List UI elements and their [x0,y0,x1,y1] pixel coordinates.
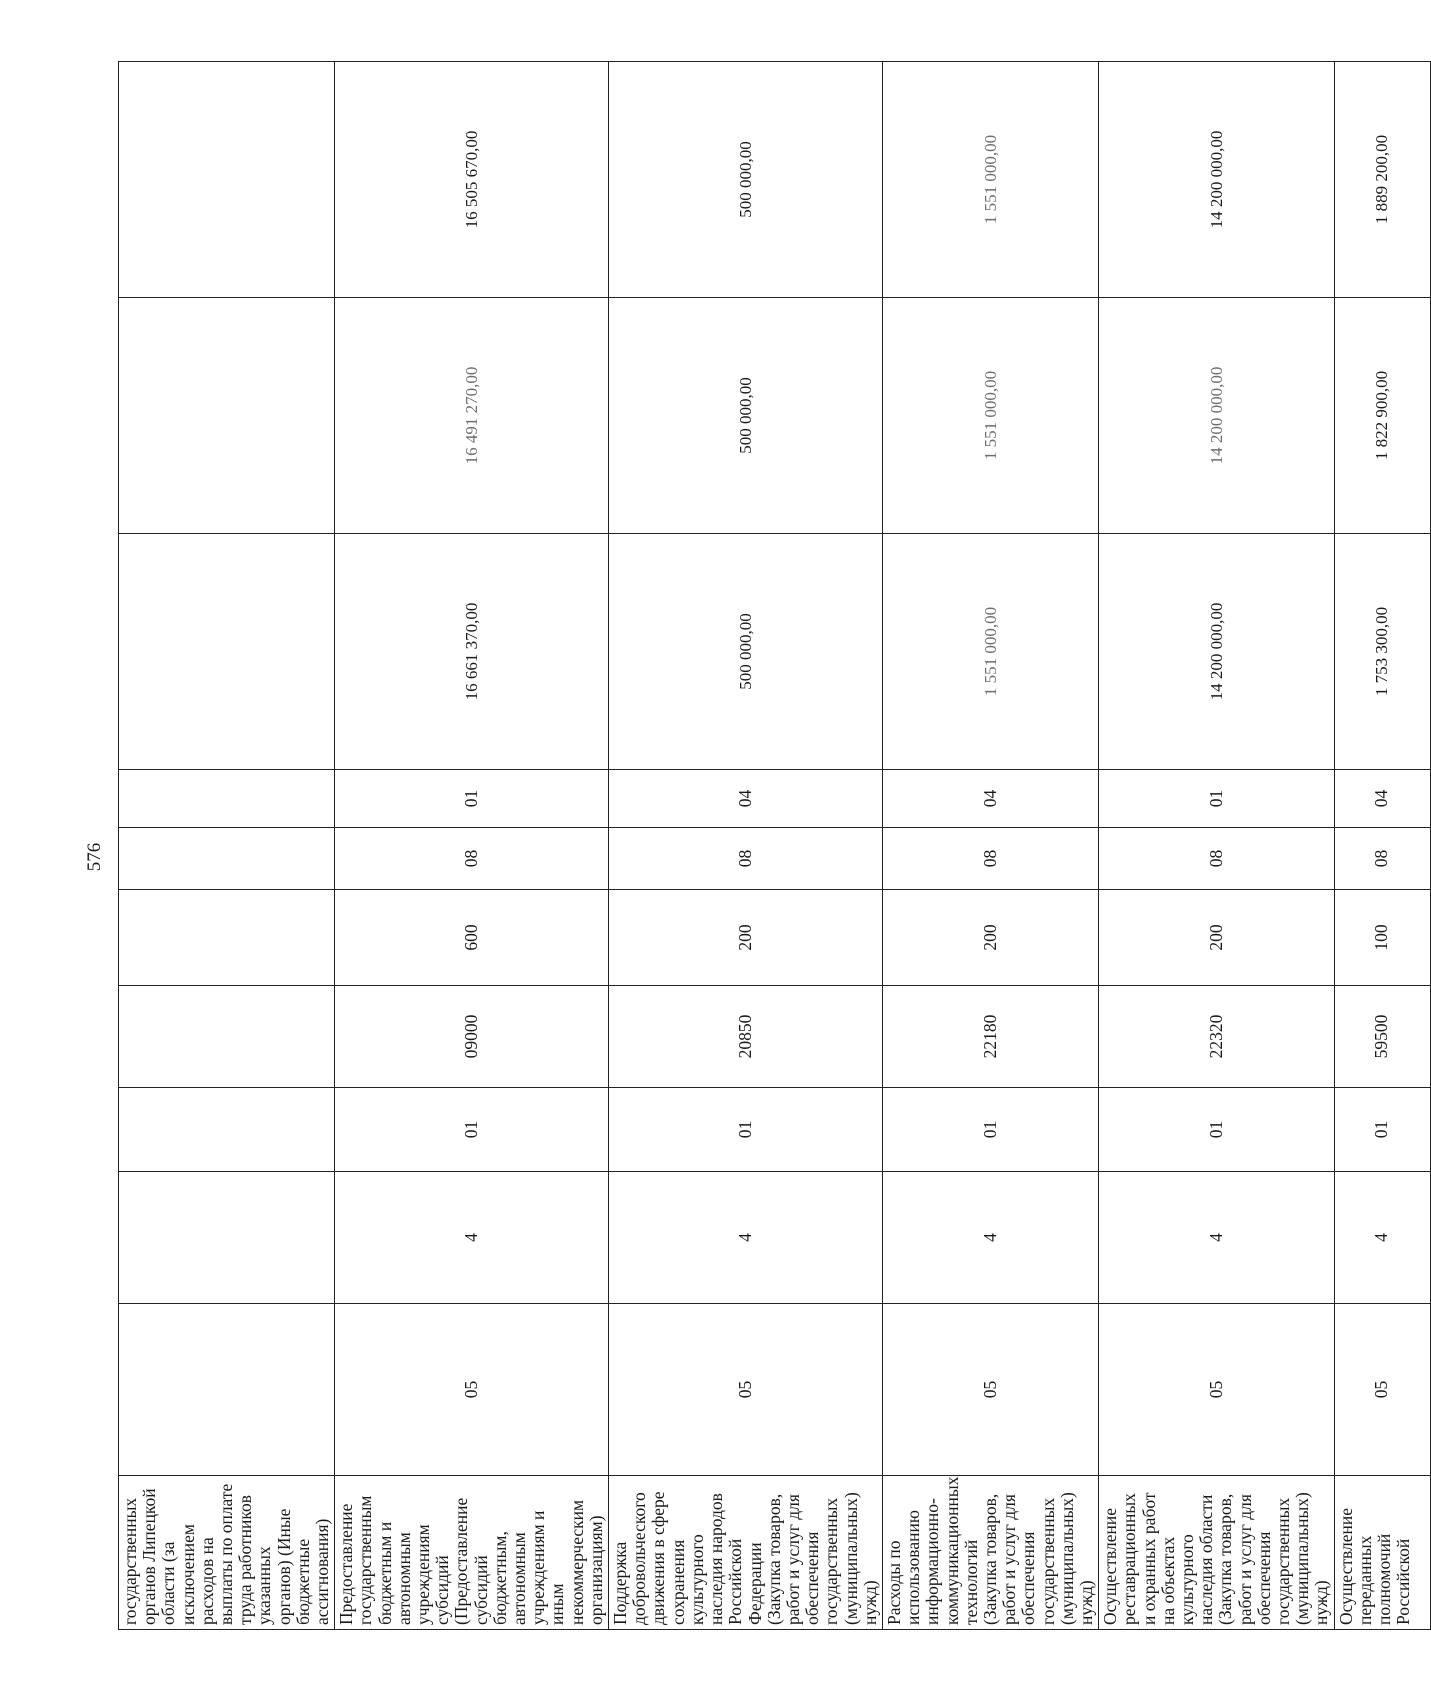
amount-cell: 500 000,00 [609,298,883,534]
amount-cell: 16 661 370,00 [335,534,609,770]
code-cell: 01 [1099,770,1334,828]
code-cell: 05 [1099,1304,1334,1476]
amount-cell: 14 200 000,00 [1099,534,1334,770]
code-cell: 04 [609,770,883,828]
code-cell: 01 [882,1088,1098,1172]
code-cell: 09000 [335,986,609,1088]
budget-table [118,61,1431,1630]
code-cell [119,890,335,986]
code-cell [119,1304,335,1476]
code-cell: 08 [609,828,883,890]
table-row [119,62,335,1630]
table-row [609,62,883,1630]
table-wrapper [118,62,1414,1630]
code-cell: 08 [882,828,1098,890]
code-cell [119,1088,335,1172]
code-cell: 100 [1334,890,1430,986]
amount-cell [119,298,335,534]
table-row [1099,62,1334,1630]
code-cell: 200 [609,890,883,986]
amount-cell: 1 551 000,00 [882,298,1098,534]
code-cell: 08 [335,828,609,890]
amount-cell: 500 000,00 [609,534,883,770]
amount-cell: 1 753 300,00 [1334,534,1430,770]
code-cell: 200 [1099,890,1334,986]
code-cell: 4 [335,1172,609,1304]
code-cell: 22180 [882,986,1098,1088]
code-cell: 08 [1334,828,1430,890]
code-cell: 05 [609,1304,883,1476]
row-description: Осуществление переданных полномочий Российской [1334,1476,1430,1630]
code-cell: 20850 [609,986,883,1088]
code-cell [119,770,335,828]
row-description: Осуществление реставрационных и охранных работ на объектах культурного наследия области (Закупка товаров, работ и услуг для обеспечения государственных (муниципальных) нужд) [1099,1476,1334,1630]
code-cell: 05 [335,1304,609,1476]
code-cell: 05 [882,1304,1098,1476]
table-row [335,62,609,1630]
page-number: 576 [84,842,105,872]
code-cell: 200 [882,890,1098,986]
amount-cell: 1 551 000,00 [882,62,1098,298]
code-cell: 4 [609,1172,883,1304]
code-cell: 600 [335,890,609,986]
code-cell: 59500 [1334,986,1430,1088]
code-cell: 22320 [1099,986,1334,1088]
amount-cell: 16 505 670,00 [335,62,609,298]
amount-cell [119,62,335,298]
amount-cell: 14 200 000,00 [1099,298,1334,534]
code-cell: 01 [335,770,609,828]
row-description: Расходы по использованию информационно-коммуникационных технологий (Закупка товаров, работ и услуг для обеспечения государственных (муниципальных) нужд) [882,1476,1098,1630]
code-cell [119,828,335,890]
code-cell: 01 [335,1088,609,1172]
code-cell: 01 [1099,1088,1334,1172]
code-cell: 01 [1334,1088,1430,1172]
amount-cell: 1 889 200,00 [1334,62,1430,298]
code-cell: 4 [1099,1172,1334,1304]
row-description: Поддержка добровольческого движения в сфере сохранения культурного наследия народов Российской Федерации (Закупка товаров, работ и услуг для обеспечения государственных (муниципальных) нужд) [609,1476,883,1630]
code-cell [119,1172,335,1304]
code-cell [119,986,335,1088]
amount-cell [119,534,335,770]
code-cell: 04 [882,770,1098,828]
amount-cell: 14 200 000,00 [1099,62,1334,298]
code-cell: 05 [1334,1304,1430,1476]
amount-cell: 1 551 000,00 [882,534,1098,770]
amount-cell: 500 000,00 [609,62,883,298]
table-row [882,62,1098,1630]
amount-cell: 1 822 900,00 [1334,298,1430,534]
table-row [1334,62,1430,1630]
code-cell: 08 [1099,828,1334,890]
code-cell: 4 [1334,1172,1430,1304]
amount-cell: 16 491 270,00 [335,298,609,534]
code-cell: 4 [882,1172,1098,1304]
code-cell: 01 [609,1088,883,1172]
row-description: Предоставление государственным бюджетным и автономным учреждениям субсидий (Предоставление субсидий бюджетным, автономным учреждениям и иным некоммерческим организациям) [335,1476,609,1630]
row-description: государственных органов Липецкой области (за исключением расходов на выплаты по оплате труда работников указанных органов) (Иные бюджетные ассигнования) [119,1476,335,1630]
code-cell: 04 [1334,770,1430,828]
